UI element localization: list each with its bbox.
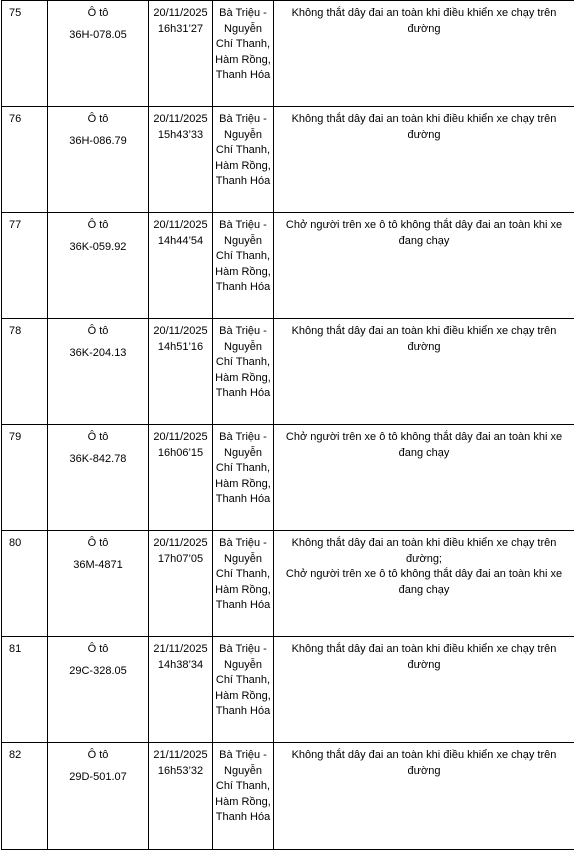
datetime-cell [149, 637, 213, 743]
vehicle-type: Ô tô [87, 219, 109, 231]
violation-date: 21/11/2025 [153, 643, 208, 655]
violation-description: Chở người trên xe ô tô không thắt dây đai an toàn khi xe đang chạy [285, 431, 563, 459]
datetime-cell [149, 743, 213, 850]
license-plate: 29C-328.05 [69, 664, 127, 677]
vehicle-cell [48, 425, 149, 531]
vehicle-type: Ô tô [87, 7, 109, 19]
row-number: 82 [9, 749, 22, 761]
violation-time: 17h07’05 [157, 552, 204, 565]
row-number: 80 [9, 537, 22, 549]
violation-location: Bà Triệu - Nguyễn Chí Thanh, Hàm Rồng, Thanh Hóa [215, 7, 271, 81]
violation-description: Không thắt dây đai an toàn khi điều khiển xe chạy trên đường [291, 325, 557, 353]
violation-cell [274, 425, 574, 531]
license-plate: 36M-4871 [73, 558, 123, 571]
license-plate: 36K-204.13 [69, 346, 127, 359]
row-number-cell [2, 531, 48, 637]
violation-date: 20/11/2025 [153, 113, 208, 125]
violation-cell [274, 213, 574, 319]
datetime-cell [149, 107, 213, 213]
datetime-cell [149, 319, 213, 425]
row-number: 78 [9, 325, 22, 337]
location-cell [213, 743, 274, 850]
violation-date: 20/11/2025 [153, 325, 208, 337]
row-number: 79 [9, 431, 22, 443]
location-cell [213, 425, 274, 531]
vehicle-cell [48, 319, 149, 425]
violation-location: Bà Triệu - Nguyễn Chí Thanh, Hàm Rồng, Thanh Hóa [215, 537, 271, 611]
violation-cell [274, 319, 574, 425]
license-plate: 36K-842.78 [69, 452, 127, 465]
vehicle-cell [48, 531, 149, 637]
vehicle-type: Ô tô [87, 537, 109, 549]
table-row [2, 637, 574, 743]
license-plate: 36K-059.92 [69, 240, 127, 253]
datetime-cell [149, 213, 213, 319]
table-row [2, 1, 574, 107]
violation-location: Bà Triệu - Nguyễn Chí Thanh, Hàm Rồng, Thanh Hóa [215, 431, 271, 505]
row-number-cell [2, 319, 48, 425]
vehicle-cell [48, 107, 149, 213]
row-number-cell [2, 637, 48, 743]
violations-table-body [2, 1, 574, 850]
location-cell [213, 1, 274, 107]
table-row [2, 531, 574, 637]
violation-date: 20/11/2025 [153, 7, 208, 19]
violations-table [1, 0, 574, 850]
violation-location: Bà Triệu - Nguyễn Chí Thanh, Hàm Rồng, Thanh Hóa [215, 113, 271, 187]
location-cell [213, 531, 274, 637]
violation-time: 14h44’54 [157, 234, 204, 247]
datetime-cell [149, 425, 213, 531]
violation-description: Không thắt dây đai an toàn khi điều khiển xe chạy trên đường [291, 113, 557, 141]
violation-date: 20/11/2025 [153, 431, 208, 443]
license-plate: 29D-501.07 [69, 770, 127, 783]
location-cell [213, 637, 274, 743]
license-plate: 36H-078.05 [69, 28, 127, 41]
table-row [2, 319, 574, 425]
violation-location: Bà Triệu - Nguyễn Chí Thanh, Hàm Rồng, Thanh Hóa [215, 325, 271, 399]
violation-time: 15h43’33 [157, 128, 204, 141]
violation-description: Không thắt dây đai an toàn khi điều khiển xe chạy trên đường [291, 749, 557, 777]
violation-time: 16h31’27 [157, 22, 204, 35]
violation-date: 21/11/2025 [153, 749, 208, 761]
violation-description: Không thắt dây đai an toàn khi điều khiển xe chạy trên đường [291, 643, 557, 671]
violation-cell [274, 743, 574, 850]
vehicle-cell [48, 743, 149, 850]
location-cell [213, 107, 274, 213]
violation-description: Không thắt dây đai an toàn khi điều khiển xe chạy trên đường; [291, 537, 557, 565]
violation-time: 16h53’32 [157, 764, 204, 777]
violation-cell [274, 107, 574, 213]
violation-date: 20/11/2025 [153, 219, 208, 231]
row-number-cell [2, 107, 48, 213]
violation-time: 16h06’15 [157, 446, 204, 459]
datetime-cell [149, 531, 213, 637]
violation-location: Bà Triệu - Nguyễn Chí Thanh, Hàm Rồng, Thanh Hóa [215, 749, 271, 823]
row-number: 81 [9, 643, 22, 655]
location-cell [213, 213, 274, 319]
vehicle-cell [48, 637, 149, 743]
violation-cell [274, 637, 574, 743]
datetime-cell [149, 1, 213, 107]
table-row [2, 107, 574, 213]
violation-description: Không thắt dây đai an toàn khi điều khiển xe chạy trên đường [291, 7, 557, 35]
row-number: 76 [9, 113, 22, 125]
vehicle-type: Ô tô [87, 325, 109, 337]
row-number: 75 [9, 7, 22, 19]
violation-time: 14h38’34 [157, 658, 204, 671]
table-row [2, 425, 574, 531]
violation-cell [274, 1, 574, 107]
violation-location: Bà Triệu - Nguyễn Chí Thanh, Hàm Rồng, Thanh Hóa [215, 643, 271, 717]
row-number-cell [2, 1, 48, 107]
violation-description: Chở người trên xe ô tô không thắt dây đai an toàn khi xe đang chạy [285, 568, 563, 596]
vehicle-type: Ô tô [87, 643, 109, 655]
table-row [2, 213, 574, 319]
violation-location: Bà Triệu - Nguyễn Chí Thanh, Hàm Rồng, Thanh Hóa [215, 219, 271, 293]
row-number-cell [2, 743, 48, 850]
violation-description: Chở người trên xe ô tô không thắt dây đai an toàn khi xe đang chạy [285, 219, 563, 247]
vehicle-type: Ô tô [87, 113, 109, 125]
vehicle-type: Ô tô [87, 749, 109, 761]
license-plate: 36H-086.79 [69, 134, 127, 147]
row-number-cell [2, 425, 48, 531]
row-number-cell [2, 213, 48, 319]
violation-time: 14h51’16 [157, 340, 204, 353]
violation-cell [274, 531, 574, 637]
location-cell [213, 319, 274, 425]
row-number: 77 [9, 219, 22, 231]
vehicle-cell [48, 1, 149, 107]
violation-date: 20/11/2025 [153, 537, 208, 549]
vehicle-cell [48, 213, 149, 319]
table-row [2, 743, 574, 850]
vehicle-type: Ô tô [87, 431, 109, 443]
